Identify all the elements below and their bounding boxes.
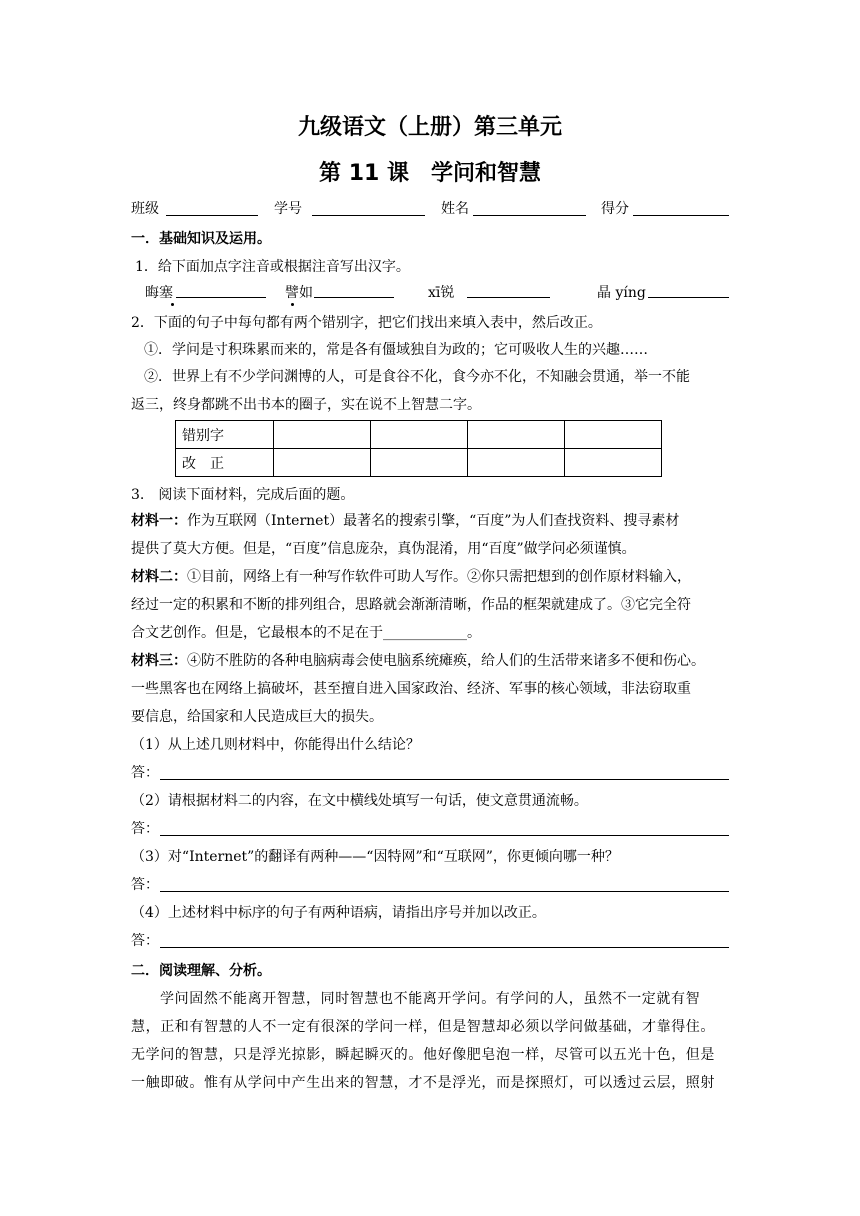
table-cell[interactable] xyxy=(371,449,468,477)
reading-line-2: 慧，正和有智慧的人不一定有很深的学问一样，但是智慧却必须以学问做基础，才靠得住。 xyxy=(131,1019,715,1035)
table-cell[interactable] xyxy=(565,449,662,477)
material2-line3: 合文艺创作。但是，它最根本的不足在于____________。 xyxy=(131,625,481,641)
class-blank[interactable] xyxy=(166,215,258,216)
correction-table xyxy=(175,420,662,477)
table-cell[interactable] xyxy=(274,449,371,477)
answer-line-4[interactable] xyxy=(160,947,729,948)
q1-blank4[interactable] xyxy=(648,297,729,298)
table-header-correct: 改 正 xyxy=(176,449,274,477)
class-label: 班级 xyxy=(131,201,159,217)
q1-blank3[interactable] xyxy=(467,297,550,298)
answer-line-3[interactable] xyxy=(160,891,729,892)
lesson-subtitle: 第 11 课 学问和智慧 xyxy=(319,161,541,186)
answer-line-1[interactable] xyxy=(160,779,729,780)
page-title: 九级语文（上册）第三单元 xyxy=(297,115,562,140)
material3-line1: ④防不胜防的各种电脑病毒会使电脑系统瘫痪，给人们的生活带来诸多不便和伤心。 xyxy=(187,653,705,669)
material3-label: 材料三： xyxy=(131,653,187,669)
table-row xyxy=(176,421,662,449)
name-label: 姓名 xyxy=(441,201,469,217)
material2-line2: 经过一定的积累和不断的排列组合，思路就会渐渐清晰，作品的框架就建成了。③它完全符 xyxy=(131,597,691,613)
q2-prompt: 2．下面的句子中每句都有两个错别字，把它们找出来填入表中，然后改正。 xyxy=(131,315,602,331)
table-row xyxy=(176,449,662,477)
q1-blank2[interactable] xyxy=(314,297,394,298)
table-cell[interactable] xyxy=(274,421,371,449)
q1-blank1[interactable] xyxy=(176,297,266,298)
answer-label: 答： xyxy=(131,765,159,781)
q1-item3: xī锐 xyxy=(428,285,455,301)
q1-item2: 譬如 xyxy=(285,285,313,301)
q3-prompt: 3. 阅读下面材料，完成后面的题。 xyxy=(131,487,355,503)
sub-question-1: （1）从上述几则材料中，你能得出什么结论？ xyxy=(131,737,420,753)
sub-question-2: （2）请根据材料二的内容，在文中横线处填写一句话，使文意贯通流畅。 xyxy=(131,793,588,809)
sub-question-3: （3）对“Internet”的翻译有两种——“因特网”和“互联网”，你更倾向哪一种？ xyxy=(131,849,619,865)
q1-prompt: 1．给下面加点字注音或根据注音写出汉字。 xyxy=(135,259,410,275)
emphasis-dot-1 xyxy=(165,284,179,302)
table-cell[interactable] xyxy=(468,449,565,477)
table-cell[interactable] xyxy=(565,421,662,449)
q2-sentence2-line2: 返三，终身都跳不出书本的圈子，实在说不上智慧二字。 xyxy=(131,397,481,413)
score-label: 得分 xyxy=(601,201,629,217)
answer-label: 答： xyxy=(131,877,159,893)
sub-question-4: （4）上述材料中标序的句子有两种语病，请指出序号并加以改正。 xyxy=(131,905,546,921)
material3-line2: 一些黑客也在网络上搞破坏，甚至擅自进入国家政治、经济、军事的核心领域，非法窃取重 xyxy=(131,681,691,697)
reading-line-3: 无学问的智慧，只是浮光掠影，瞬起瞬灭的。他好像肥皂泡一样，尽管可以五光十色，但是 xyxy=(131,1047,715,1063)
q2-sentence1: ①．学问是寸积珠累而来的，常是各有僵域独自为政的；它可吸收人生的兴趣…… xyxy=(144,342,648,358)
table-cell[interactable] xyxy=(468,421,565,449)
id-blank[interactable] xyxy=(312,215,425,216)
q1-item4: 晶 yíng xyxy=(597,285,646,301)
material2-line1: ①目前，网络上有一种写作软件可助人写作。②你只需把想到的创作原材料输入， xyxy=(187,569,691,585)
table-cell[interactable] xyxy=(371,421,468,449)
q2-sentence2-line1: ②．世界上有不少学问渊博的人，可是食谷不化，食今亦不化，不知融会贯通，举一不能 xyxy=(144,369,690,385)
table-header-wrong: 错别字 xyxy=(176,421,274,449)
answer-line-2[interactable] xyxy=(160,835,729,836)
section2-heading: 二．阅读理解、分析。 xyxy=(131,963,271,979)
material1-line2: 提供了莫大方便。但是，“百度”信息庞杂，真伪混淆，用“百度”做学问必须谨慎。 xyxy=(131,541,636,557)
section1-heading: 一．基础知识及运用。 xyxy=(131,231,271,247)
answer-label: 答： xyxy=(131,933,159,949)
score-blank[interactable] xyxy=(633,215,729,216)
material1-label: 材料一： xyxy=(131,513,187,529)
answer-label: 答： xyxy=(131,821,159,837)
emphasis-dot-2 xyxy=(285,284,299,302)
material3-line3: 要信息，给国家和人民造成巨大的损失。 xyxy=(131,709,383,725)
material1-line1: 作为互联网（Internet）最著名的搜索引擎，“百度”为人们查找资料、搜寻素材 xyxy=(187,513,680,529)
reading-line-4: 一触即破。惟有从学问中产生出来的智慧，才不是浮光，而是探照灯，可以透过云层，照射 xyxy=(131,1075,715,1091)
id-label: 学号 xyxy=(274,201,302,217)
name-blank[interactable] xyxy=(473,215,586,216)
q1-item1-text: 晦塞 xyxy=(145,285,173,301)
material2-label: 材料二： xyxy=(131,569,187,585)
reading-line-1: 学问固然不能离开智慧，同时智慧也不能离开学问。有学问的人，虽然不一定就有智 xyxy=(160,991,701,1007)
